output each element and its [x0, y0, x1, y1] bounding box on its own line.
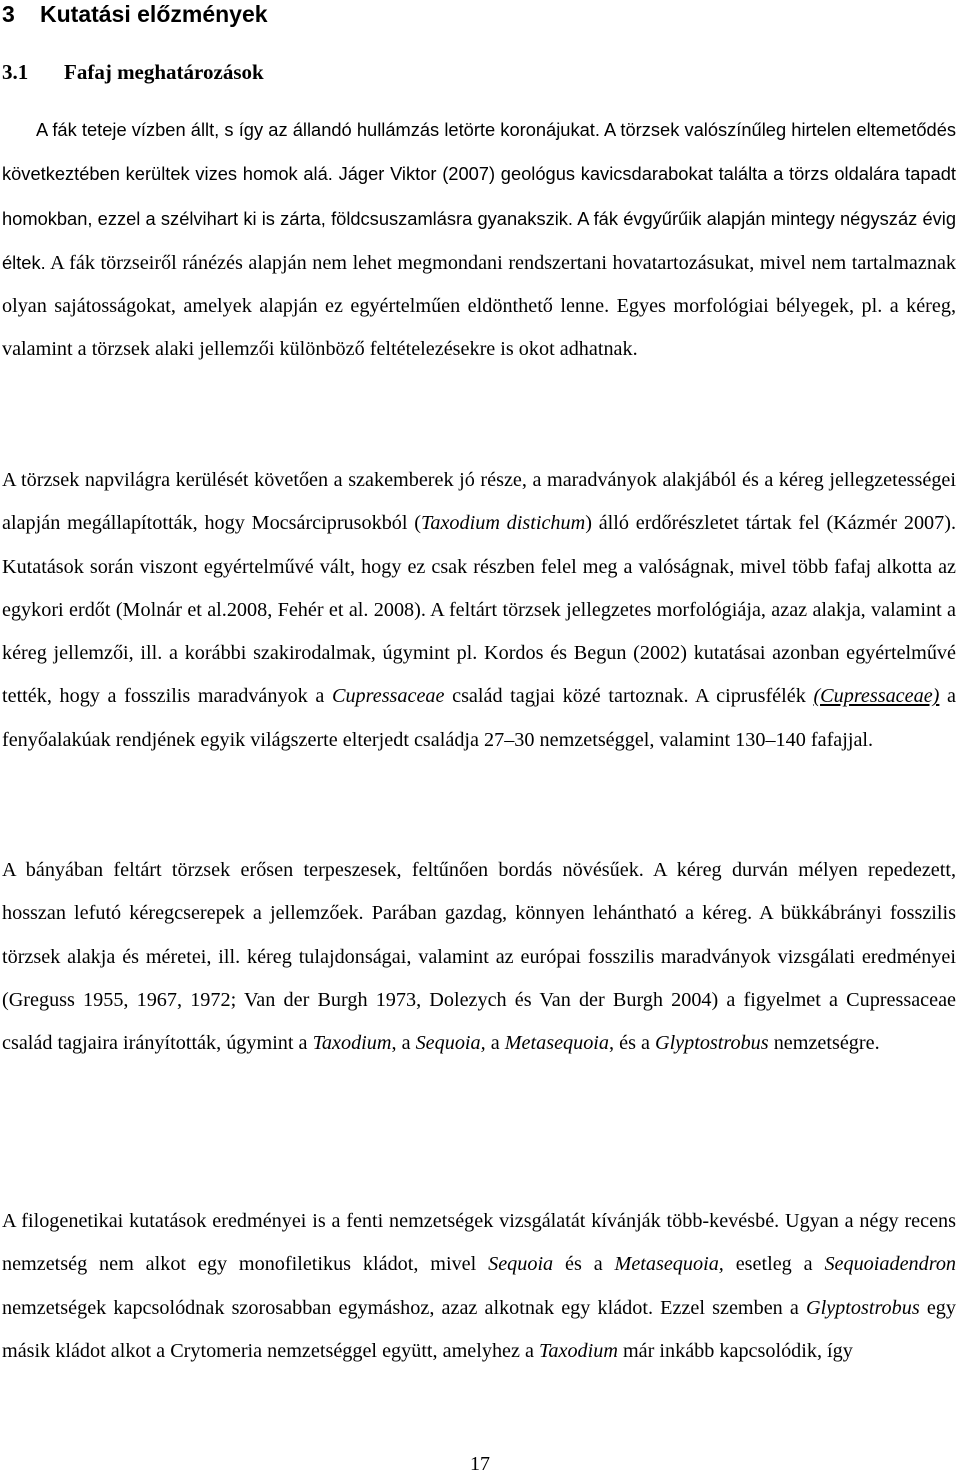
italic-term: Sequoia, [415, 1032, 486, 1055]
text-run: a fenyőalakúak rendjének egyik világszerte elterjedt családja 27–30 nemzetséggel, valamint 130–140 fafajjal. [2, 685, 956, 751]
italic-term: Glyptostrobus [654, 1032, 769, 1055]
italic-term: (Cupressaceae) [813, 685, 940, 708]
section-title: Fafaj meghatározások [64, 60, 264, 84]
italic-term: Cupressaceae [331, 685, 445, 708]
text-run: és a [553, 1253, 615, 1276]
text-run: egy másik kládot alkot a Crytomeria nemzetséggel együtt, amelyhez a [2, 1296, 956, 1362]
chapter-title: Kutatási előzmények [40, 1, 268, 27]
section-heading [2, 59, 264, 85]
italic-term: Metasequoia [504, 1032, 610, 1055]
text-run: a [485, 1032, 505, 1055]
italic-term: Taxodium distichum [421, 512, 586, 535]
paragraph-1 [2, 108, 956, 372]
paragraph-1-sentence-block-b: A fák törzseiről ránézés alapján nem lehet megmondani rendszertani hovatartozásukat, mivel nem tartalmaznak olyan sajátosságokat, amelyek alapján ez egyértelműen eldönthető lenne. Egyes morfológiai bélyegek, pl. a kéreg, valamint a törzsek alaki jellemzői különböző feltételezésekre is okot adhatnak. [2, 251, 956, 361]
text-run: esetleg a [723, 1253, 825, 1276]
text-run: család tagjai közé tartoznak. A ciprusfélék [444, 685, 814, 708]
section-number: 3.1 [2, 60, 29, 84]
text-run: nemzetségek kapcsolódnak szorosabban egymáshoz, azaz alkotnak egy kládot. Ezzel szemben a [2, 1296, 807, 1319]
paragraph-3 [2, 849, 956, 1065]
italic-term: Sequoia [488, 1253, 554, 1276]
chapter-number: 3 [2, 1, 15, 27]
page-number: 17 [470, 1453, 490, 1475]
text-run: , a [391, 1032, 416, 1055]
paragraph-2 [2, 459, 956, 762]
italic-term: Taxodium [539, 1339, 618, 1362]
text-run: A filogenetikai kutatások eredményei is a fenti nemzetségek vizsgálatát kívánják több-kevésbé. Ugyan a négy recens nemzetség nem alkot egy monofiletikus kládot, mivel [2, 1210, 956, 1276]
italic-term: Taxodium [312, 1032, 392, 1055]
italic-term: Sequoiadendron [824, 1253, 957, 1276]
text-run: , és a [609, 1032, 655, 1055]
text-run: már inkább kapcsolódik, így [617, 1339, 853, 1362]
text-run: A törzsek napvilágra kerülését követően a szakemberek jó része, a maradványok alakjából és a kéreg jellegzetességei alapján megállapították, hogy Mocsárciprusokból ( [2, 469, 956, 535]
paragraph-4 [2, 1200, 956, 1373]
italic-term: Glyptostrobus [806, 1296, 920, 1319]
paragraph-1-sentence-block-a: A fák teteje vízben állt, s így az állandó hullámzás letörte koronájukat. A törzsek valószínűleg hirtelen eltemetődés következtében kerültek vizes homok alá. Jáger Viktor (2007) geológus kavicsdarabokat találta a törzs oldalára tapadt homokban, ezzel a szélvihart ki is zárta, földcsuszamlásra gyanakszik. A fák évgyűrűik alapján mintegy négyszáz évig éltek. [2, 119, 956, 273]
chapter-heading [2, 0, 268, 28]
text-run: A bányában feltárt törzsek erősen terpeszesek, feltűnően bordás növésűek. A kéreg durván mélyen repedezett, hosszan lefutó kéregcserepek a jellemzőek. Parában gazdag, könnyen lehántható a kéreg. A bükkábrányi fosszilis törzsek alakja és méretei, ill. kéreg tulajdonságai, valamint az európai fosszilis maradványok vizsgálati eredményei (Greguss 1955, 1967, 1972; Van der Burgh 1973, Dolezych és Van der Burgh 2004) a figyelmet a Cupressaceae család tagjaira irányították, úgymint a [2, 859, 956, 1055]
text-run: ) álló erdőrészletet tártak fel (Kázmér 2007). Kutatások során viszont egyértelművé vált, hogy ez csak részben felel meg a valóságnak, mivel több fafaj alkotta az egykori erdőt (Molnár et al.2008, Fehér et al. 2008). A feltárt törzsek jellegzetes morfológiája, azaz alakja, valamint a kéreg jellemzői, ill. a korábbi szakirodalmak, úgymint pl. Kordos és Begun (2002) kutatásai azonban egyértelművé tették, hogy a fosszilis maradványok a [2, 512, 956, 708]
text-run: nemzetségre. [768, 1032, 880, 1055]
italic-term: Metasequoia, [614, 1253, 724, 1276]
